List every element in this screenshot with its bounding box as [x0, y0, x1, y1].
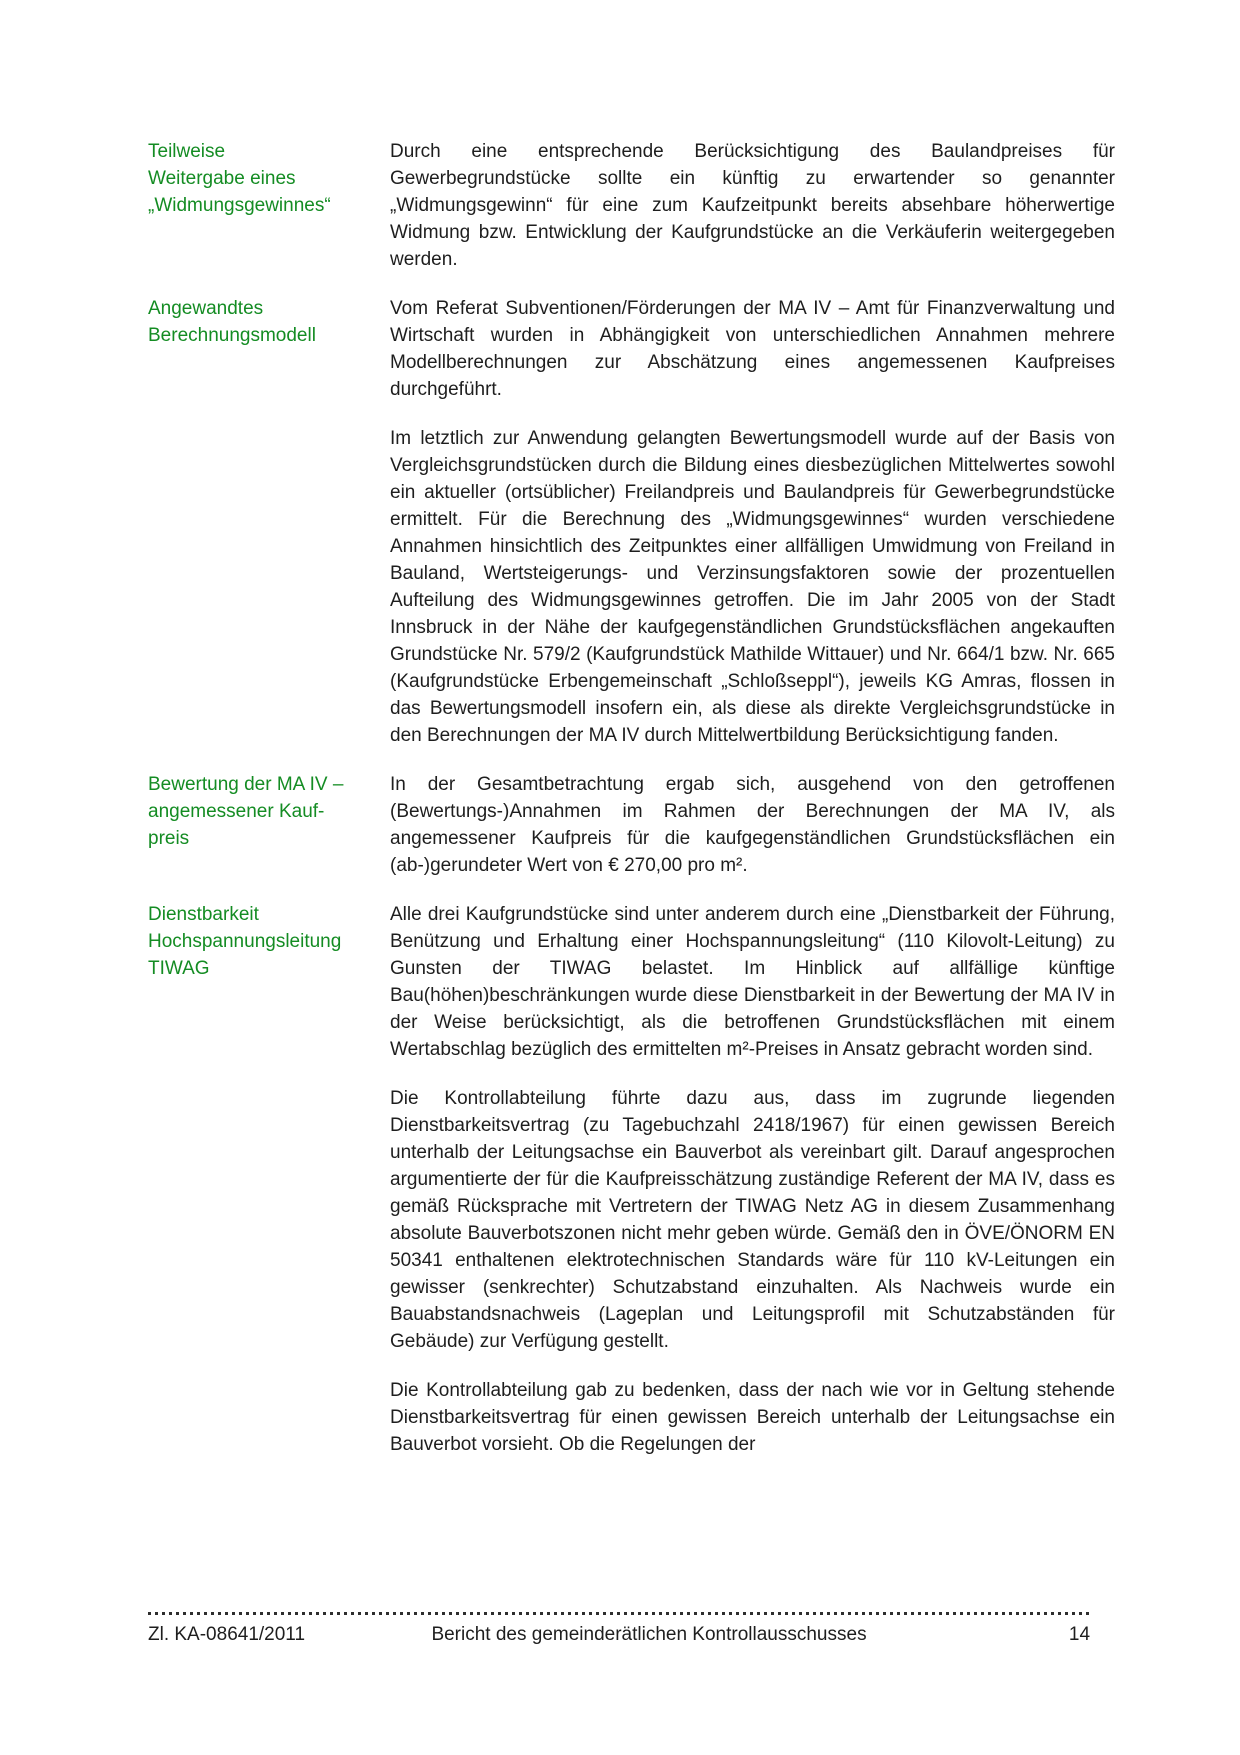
margin-label-line: Berechnungsmodell: [148, 325, 316, 346]
body-paragraph: Die Kontrollabteilung gab zu bedenken, dass der nach wie vor in Geltung stehende Dienstbarkeitsvertrag für einen gewissen Bereich unterhalb der Leitungsachse ein Bauverbot vorsieht. Ob die Regelungen der: [390, 1380, 1115, 1455]
body-paragraph: In der Gesamtbetrachtung ergab sich, ausgehend von den getroffenen (Bewertungs-)Annahmen im Rahmen der Berechnungen der MA IV, als angemessener Kaufpreis für die kaufgegenständlichen Grundstücksflächen ein (ab-)gerundeter Wert von € 270,00 pro m².: [390, 774, 1115, 876]
footer-page-number: 14: [1068, 1624, 1091, 1645]
report-section: [148, 138, 1115, 295]
report-section: [148, 901, 1115, 1480]
section-text: [390, 295, 1115, 771]
margin-label: [148, 901, 390, 1480]
footer-divider: [148, 1612, 1090, 1615]
footer-title: Bericht des gemeinderätlichen Kontrollausschusses: [431, 1624, 867, 1645]
margin-label-line: Teilweise: [148, 141, 226, 162]
margin-label-line: angemessener Kauf-: [148, 801, 325, 822]
margin-label-line: Bewertung der MA IV –: [148, 774, 344, 795]
margin-label: [148, 771, 390, 901]
margin-label-line: preis: [148, 828, 190, 849]
report-section: [148, 295, 1115, 771]
margin-label-line: „Widmungsgewinnes“: [148, 195, 331, 216]
section-text: [390, 901, 1115, 1480]
body-paragraph: Durch eine entsprechende Berücksichtigung des Baulandpreises für Gewerbegrundstücke sollte ein künftig zu erwartender so genannter „Widmungsgewinn“ für eine zum Kaufzeitpunkt bereits absehbare höherwertige Widmung bzw. Entwicklung der Kaufgrundstücke an die Verkäuferin weitergegeben werden.: [390, 141, 1115, 270]
margin-label: [148, 295, 390, 771]
body-paragraph: Die Kontrollabteilung führte dazu aus, dass im zugrunde liegenden Dienstbarkeitsvertrag (zu Tagebuchzahl 2418/1967) für einen gewissen Bereich unterhalb der Leitungsachse ein Bauverbot als vereinbart gilt. Darauf angesprochen argumentierte der für die Kaufpreisschätzung zuständige Referent der MA IV, dass es gemäß Rücksprache mit Vertretern der TIWAG Netz AG in diesem Zusammenhang absolute Bauverbotszonen nicht mehr geben würde. Gemäß den in ÖVE/ÖNORM EN 50341 enthaltenen elektrotechnischen Standards wäre für 110 kV-Leitungen ein gewisser (senkrechter) Schutzabstand einzuhalten. Als Nachweis wurde ein Bauabstandsnachweis (Lageplan und Leitungsprofil mit Schutzabständen für Gebäude) zur Verfügung gestellt.: [390, 1088, 1115, 1352]
section-text: [390, 771, 1115, 901]
body-paragraph: Vom Referat Subventionen/Förderungen der MA IV – Amt für Finanzverwaltung und Wirtschaft wurden in Abhängigkeit von unterschiedlichen Annahmen mehrere Modellberechnungen zur Abschätzung eines angemessenen Kaufpreises durchgeführt.: [390, 298, 1115, 400]
margin-label-line: Dienstbarkeit: [148, 904, 259, 925]
report-section: [148, 771, 1115, 901]
margin-label: [148, 138, 390, 295]
margin-label-line: Weitergabe eines: [148, 168, 296, 189]
footer-reference: Zl. KA-08641/2011: [148, 1624, 306, 1645]
footer-row: [148, 1623, 1090, 1647]
margin-label-line: TIWAG: [148, 958, 210, 979]
report-body: [148, 138, 1115, 1480]
section-text: [390, 138, 1115, 295]
margin-label-line: Angewandtes: [148, 298, 264, 319]
margin-label-line: Hochspannungsleitung: [148, 931, 342, 952]
page-footer: [148, 1612, 1090, 1647]
body-paragraph: Alle drei Kaufgrundstücke sind unter anderem durch eine „Dienstbarkeit der Führung, Benützung und Erhaltung einer Hochspannungsleitung“ (110 Kilovolt-Leitung) zu Gunsten der TIWAG belastet. Im Hinblick auf allfällige künftige Bau(höhen)beschränkungen wurde diese Dienstbarkeit in der Bewertung der MA IV in der Weise berücksichtigt, als die betroffenen Grundstücksflächen mit einem Wertabschlag bezüglich des ermittelten m²-Preises in Ansatz gebracht worden sind.: [390, 904, 1115, 1060]
body-paragraph: Im letztlich zur Anwendung gelangten Bewertungsmodell wurde auf der Basis von Vergleichsgrundstücken durch die Bildung eines diesbezüglichen Mittelwertes sowohl ein aktueller (ortsüblicher) Freilandpreis und Baulandpreis für Gewerbegrundstücke ermittelt. Für die Berechnung des „Widmungsgewinnes“ wurden verschiedene Annahmen hinsichtlich des Zeitpunktes einer allfälligen Umwidmung von Freiland in Bauland, Wertsteigerungs- und Verzinsungsfaktoren sowie der prozentuellen Aufteilung des Widmungsgewinnes getroffen. Die im Jahr 2005 von der Stadt Innsbruck in der Nähe der kaufgegenständlichen Grundstücksflächen angekauften Grundstücke Nr. 579/2 (Kaufgrundstück Mathilde Wittauer) und Nr. 664/1 bzw. Nr. 665 (Kaufgrundstücke Erbengemeinschaft „Schloßseppl“), jeweils KG Amras, flossen in das Bewertungsmodell insofern ein, als diese als direkte Vergleichsgrundstücke in den Berechnungen der MA IV durch Mittelwertbildung Berücksichtigung fanden.: [390, 428, 1115, 746]
